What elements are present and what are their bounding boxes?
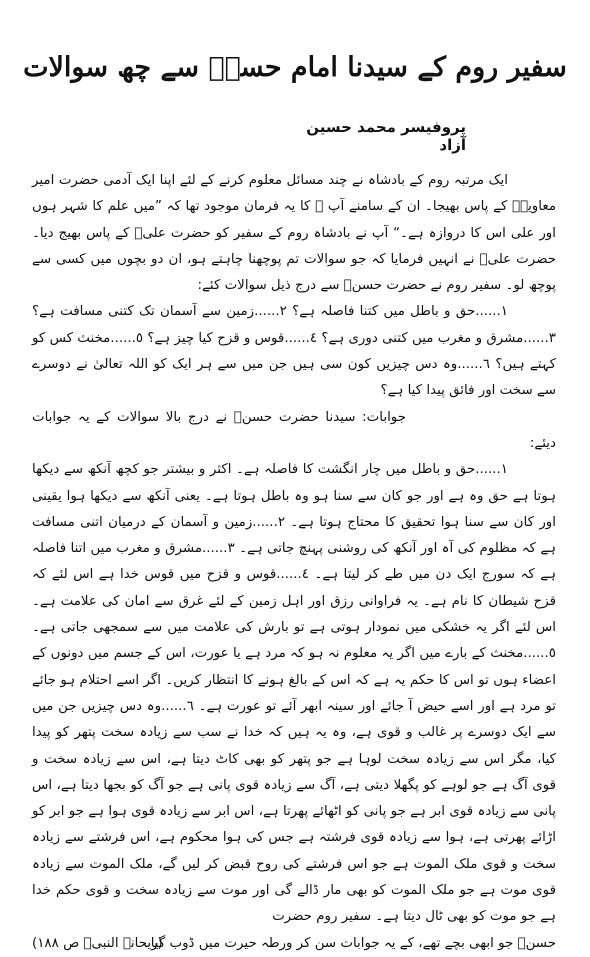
closing-text: حسنؓ جو ابھی بچے تھے، کے یہ جوابات سن کر ورطہ حیرت میں ڈوب گیا۔ <box>142 935 556 951</box>
article-body <box>32 168 556 957</box>
questions-paragraph: ١......حق و باطل میں کتنا فاصلہ ہے؟ ٢......زمین سے آسمان تک کتنی مسافت ہے؟ ٣......مشرق و مغرب میں کتنی دوری ہے؟ ٤......قوس و قزح کیا چیز ہے؟ ٥......مخنث کس کو کہتے ہیں؟ ٦......وہ دس چیزیں کون سی ہیں جن میں سے ہر ایک کو اللہ تعالیٰ نے دوسرے سے سخت اور فائق پیدا کیا ہے؟ <box>32 304 557 399</box>
answers-heading: جوابات: سیدنا حضرت حسنؓ نے درج بالا سوالات کے یہ جوابات دیئے: <box>32 409 556 451</box>
article-title: سفیر روم کے سیدنا امام حسنؓ سے چھ سوالات <box>23 52 567 83</box>
answers-paragraph: ١......حق و باطل میں چار انگشت کا فاصلہ ہے۔ اکثر و بیشتر جو کچھ آنکھ سے دیکھا ہوتا ہے حق وہ ہے اور جو کان سے سنا ہو وہ باطل ہوتا ہے۔ یعنی آنکھ سے دیکھا ہوا یقینی اور کان سے سنا ہوا تحقیق کا محتاج ہوتا ہے۔ ٢......زمین و آسمان کے درمیان اتنی مسافت ہے کہ مظلوم کی آہ اور آنکھ کی روشنی پہنچ جاتی ہے۔ ٣......مشرق و مغرب میں اتنا فاصلہ ہے کہ سورج ایک دن میں طے کر لیتا ہے۔ ٤......قوس و قزح میں قوس خدا ہے اس لئے کہ قزح شیطان کا نام ہے۔ یہ فراوانی رزق اور اہل زمین کے لئے غرق سے امان کی علامت ہے۔ اس لئے اگر یہ خشکی میں نمودار ہوتی ہے تو بارش کی علامت میں سے سمجھی جاتی ہے۔ ٥......مخنث کے بارے میں اگر یہ معلوم نہ ہو کہ مرد ہے یا عورت، اس کے جسم میں دونوں کے اعضاء ہوں تو اس کا حکم یہ ہے کہ اس کے بالغ ہونے کا انتظار کریں۔ اگر اسے احتلام ہو جائے تو مرد ہے اور اسے حیض آ جائے اور سینہ ابھر آئے تو عورت ہے۔ ٦......وہ دس چیزیں جن میں سے ایک دوسرے پر غالب و قوی ہے، وہ یہ ہیں کہ خدا نے سب سے زیادہ سخت پتھر کو پیدا کیا، مگر اس سے زیادہ سخت لوہا ہے جو پتھر کو بھی کاٹ دیتا ہے، اس سے زیادہ سخت و قوی آگ ہے جو لوہے کو پگھلا دیتی ہے، آگ سے زیادہ قوی پانی ہے جو آگ کو بجھا دیتا ہے، اس پانی سے زیادہ قوی ابر ہے جو پانی کو اٹھائے پھرتا ہے، اس ابر سے زیادہ قوی ہوا ہے جو ابر کو اڑائے پھرتی ہے، ہوا سے زیادہ قوی فرشتہ ہے جس کی ہوا محکوم ہے، اس فرشتے سے زیادہ سخت و قوی ملک الموت ہے جو اس فرشتے کی روح قبض کر لیں گے، ملک الموت سے زیادہ قوی موت ہے جو ملک الموت کو بھی مار ڈالے گی اور موت سے زیادہ سخت و قوی حکم خدا ہے جو موت کو بھی ٹال دیتا ہے۔ سفیر روم حضرت <box>32 462 557 925</box>
closing-line <box>32 931 556 957</box>
author-name: پروفیسر محمد حسین آزاد <box>306 118 466 154</box>
source-reference: (ریحانۃ النبیؐ ص ۱۸۸) <box>32 935 163 951</box>
intro-paragraph: ایک مرتبہ روم کے بادشاہ نے چند مسائل معلوم کرنے کے لئے اپنا ایک آدمی حضرت امیر معاویہؓ کے پاس بھیجا۔ ان کے سامنے آپ ﷺ کا یہ فرمان موجود تھا کہ ”میں علم کا شہر ہوں اور علی اس کا دروازہ ہے۔“ آپ نے بادشاہ روم کے سفیر کو حضرت علیؓ کے پاس بھیج دیا۔ حضرت علیؓ نے انہیں فرمایا کہ جو سوالات تم پوچھنا چاہتے ہو، ان دو بچوں میں کسی سے پوچھ لو۔ سفیر روم نے حضرت حسنؓ سے درج ذیل سوالات کئے: <box>32 173 556 294</box>
